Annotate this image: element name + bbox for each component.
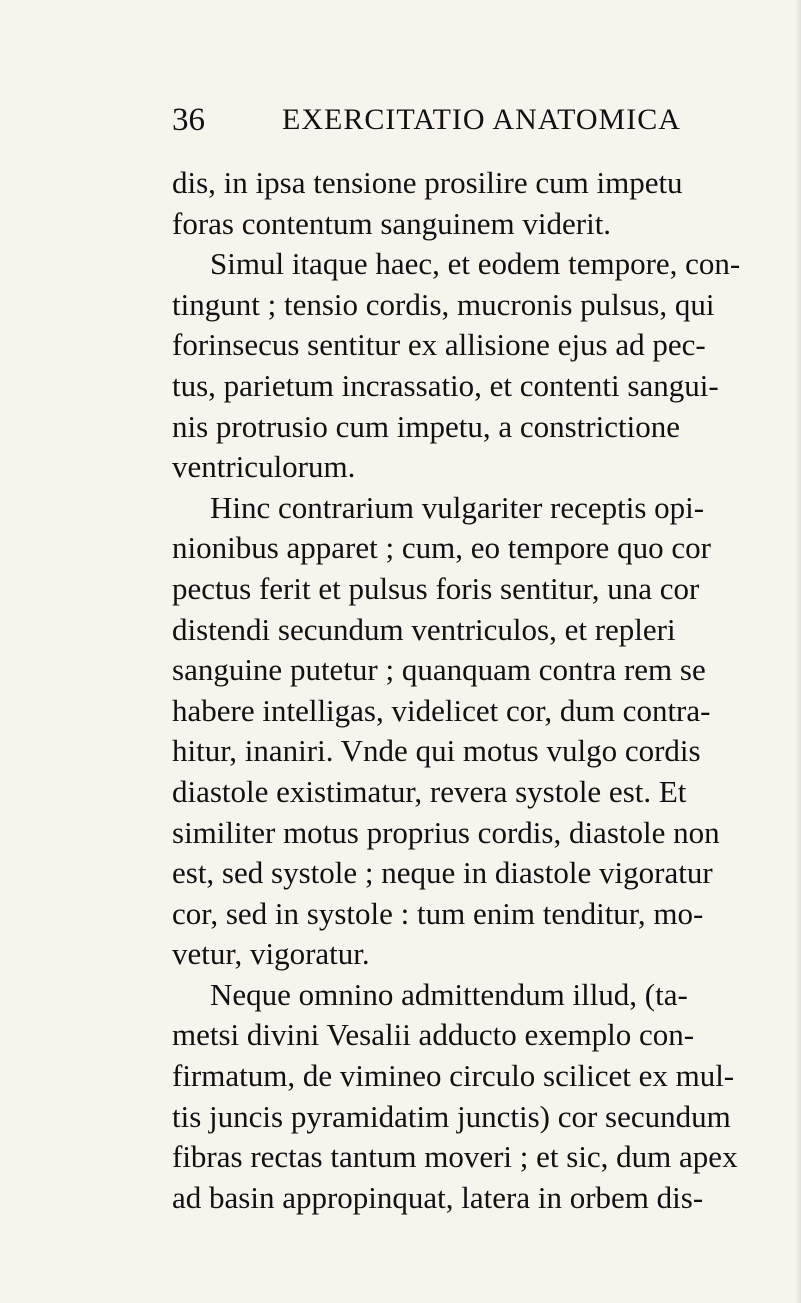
text-line: pectus ferit et pulsus foris sentitur, una cor <box>172 570 700 606</box>
body-text <box>172 163 746 1218</box>
text-line: cor, sed in systole : tum enim tenditur, mo- <box>172 895 704 931</box>
running-head <box>172 100 732 140</box>
text-line: forinsecus sentitur ex allisione ejus ad pec- <box>172 327 706 363</box>
text-line: est, sed systole ; neque in diastole vigoratur <box>172 855 713 891</box>
text-line: firmatum, de vimineo circulo scilicet ex mul- <box>172 1058 735 1094</box>
text-line: Neque omnino admittendum illud, (ta- <box>210 976 688 1012</box>
text-line: foras contentum sanguinem viderit. <box>172 205 612 241</box>
text-line: tis juncis pyramidatim junctis) cor secundum <box>172 1098 731 1134</box>
text-line: Simul itaque haec, et eodem tempore, con- <box>210 246 741 282</box>
text-line: fibras rectas tantum moveri ; et sic, dum apex <box>172 1139 738 1175</box>
text-line: hitur, inaniri. Vnde qui motus vulgo cordis <box>172 733 701 769</box>
text-line: habere intelligas, videlicet cor, dum contra- <box>172 692 711 728</box>
text-line: distendi secundum ventriculos, et repleri <box>172 611 676 647</box>
text-line: diastole existimatur, revera systole est. Et <box>172 773 687 809</box>
text-line: ad basin appropinquat, latera in orbem dis- <box>172 1179 704 1215</box>
text-line: Hinc contrarium vulgariter receptis opi- <box>210 489 705 525</box>
text-line: tus, parietum incrassatio, et contenti sangui- <box>172 367 719 403</box>
text-line: ventriculorum. <box>172 449 356 485</box>
paper-edge-shadow <box>795 0 801 1303</box>
text-line: metsi divini Vesalii adducto exemplo con- <box>172 1017 695 1053</box>
text-line: sanguine putetur ; quanquam contra rem se <box>172 652 706 688</box>
text-line: tingunt ; tensio cordis, mucronis pulsus, qui <box>172 286 715 322</box>
text-line: similiter motus proprius cordis, diastole non <box>172 814 720 850</box>
page-number: 36 <box>172 102 205 138</box>
text-line: vetur, vigoratur. <box>172 936 370 972</box>
text-line: nis protrusio cum impetu, a constrictione <box>172 408 680 444</box>
text-line: dis, in ipsa tensione prosilire cum impetu <box>172 165 683 200</box>
text-line: nionibus apparet ; cum, eo tempore quo cor <box>172 530 711 566</box>
running-title: EXERCITATIO ANATOMICA <box>282 103 681 136</box>
